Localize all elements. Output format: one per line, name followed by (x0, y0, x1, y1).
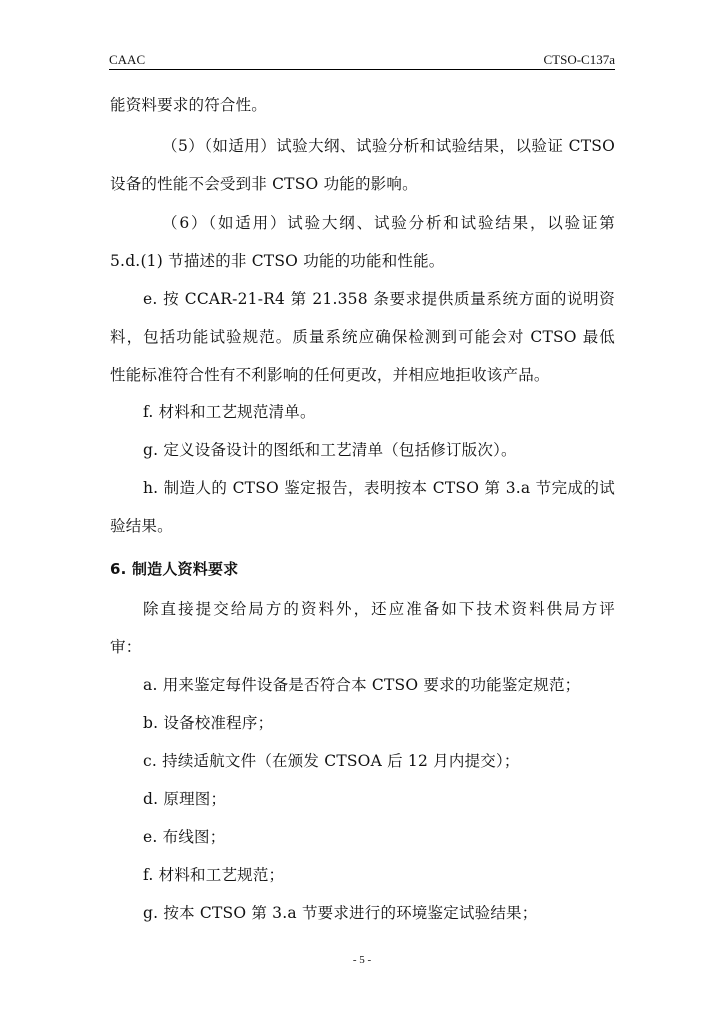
section-heading: 6. 制造人资料要求 (110, 560, 239, 578)
text-line: （6）（如适用）试验大纲、试验分析和试验结果，以验证第 (162, 214, 615, 232)
header-doc-id: CTSO-C137a (543, 52, 615, 67)
list-item: c. 持续适航文件（在颁发 CTSOA 后 12 月内提交）； (143, 752, 520, 770)
text-line: （5）（如适用）试验大纲、试验分析和试验结果，以验证 CTSO (162, 137, 615, 155)
page-header (109, 52, 615, 68)
text-line: f. 材料和工艺规范清单。 (143, 403, 316, 421)
text-line: 料，包括功能试验规范。质量系统应确保检测到可能会对 CTSO 最低 (110, 328, 615, 346)
list-item: d. 原理图； (143, 790, 227, 808)
text-line: 5.d.(1) 节描述的非 CTSO 功能的功能和性能。 (110, 252, 445, 270)
text-line: 审： (110, 638, 142, 656)
text-line: 性能标准符合性有不利影响的任何更改，并相应地拒收该产品。 (110, 366, 550, 384)
header-rule (109, 69, 615, 70)
page-number: - 5 - (352, 954, 372, 966)
text-line: e. 按 CCAR-21-R4 第 21.358 条要求提供质量系统方面的说明资 (143, 290, 615, 308)
text-line: h. 制造人的 CTSO 鉴定报告，表明按本 CTSO 第 3.a 节完成的试 (143, 479, 615, 497)
text-line: 除直接提交给局方的资料外，还应准备如下技术资料供局方评 (143, 600, 615, 618)
text-line: g. 定义设备设计的图纸和工艺清单（包括修订版次）。 (143, 441, 517, 459)
list-item: a. 用来鉴定每件设备是否符合本 CTSO 要求的功能鉴定规范； (143, 676, 581, 694)
text-line: 能资料要求的符合性。 (110, 96, 268, 114)
text-line: 验结果。 (110, 517, 173, 535)
list-item: e. 布线图； (143, 828, 226, 846)
list-item: f. 材料和工艺规范； (143, 866, 285, 884)
header-org: CAAC (109, 52, 146, 67)
list-item: g. 按本 CTSO 第 3.a 节要求进行的环境鉴定试验结果； (143, 904, 538, 922)
text-line: 设备的性能不会受到非 CTSO 功能的影响。 (110, 175, 418, 193)
list-item: b. 设备校准程序； (143, 714, 274, 732)
